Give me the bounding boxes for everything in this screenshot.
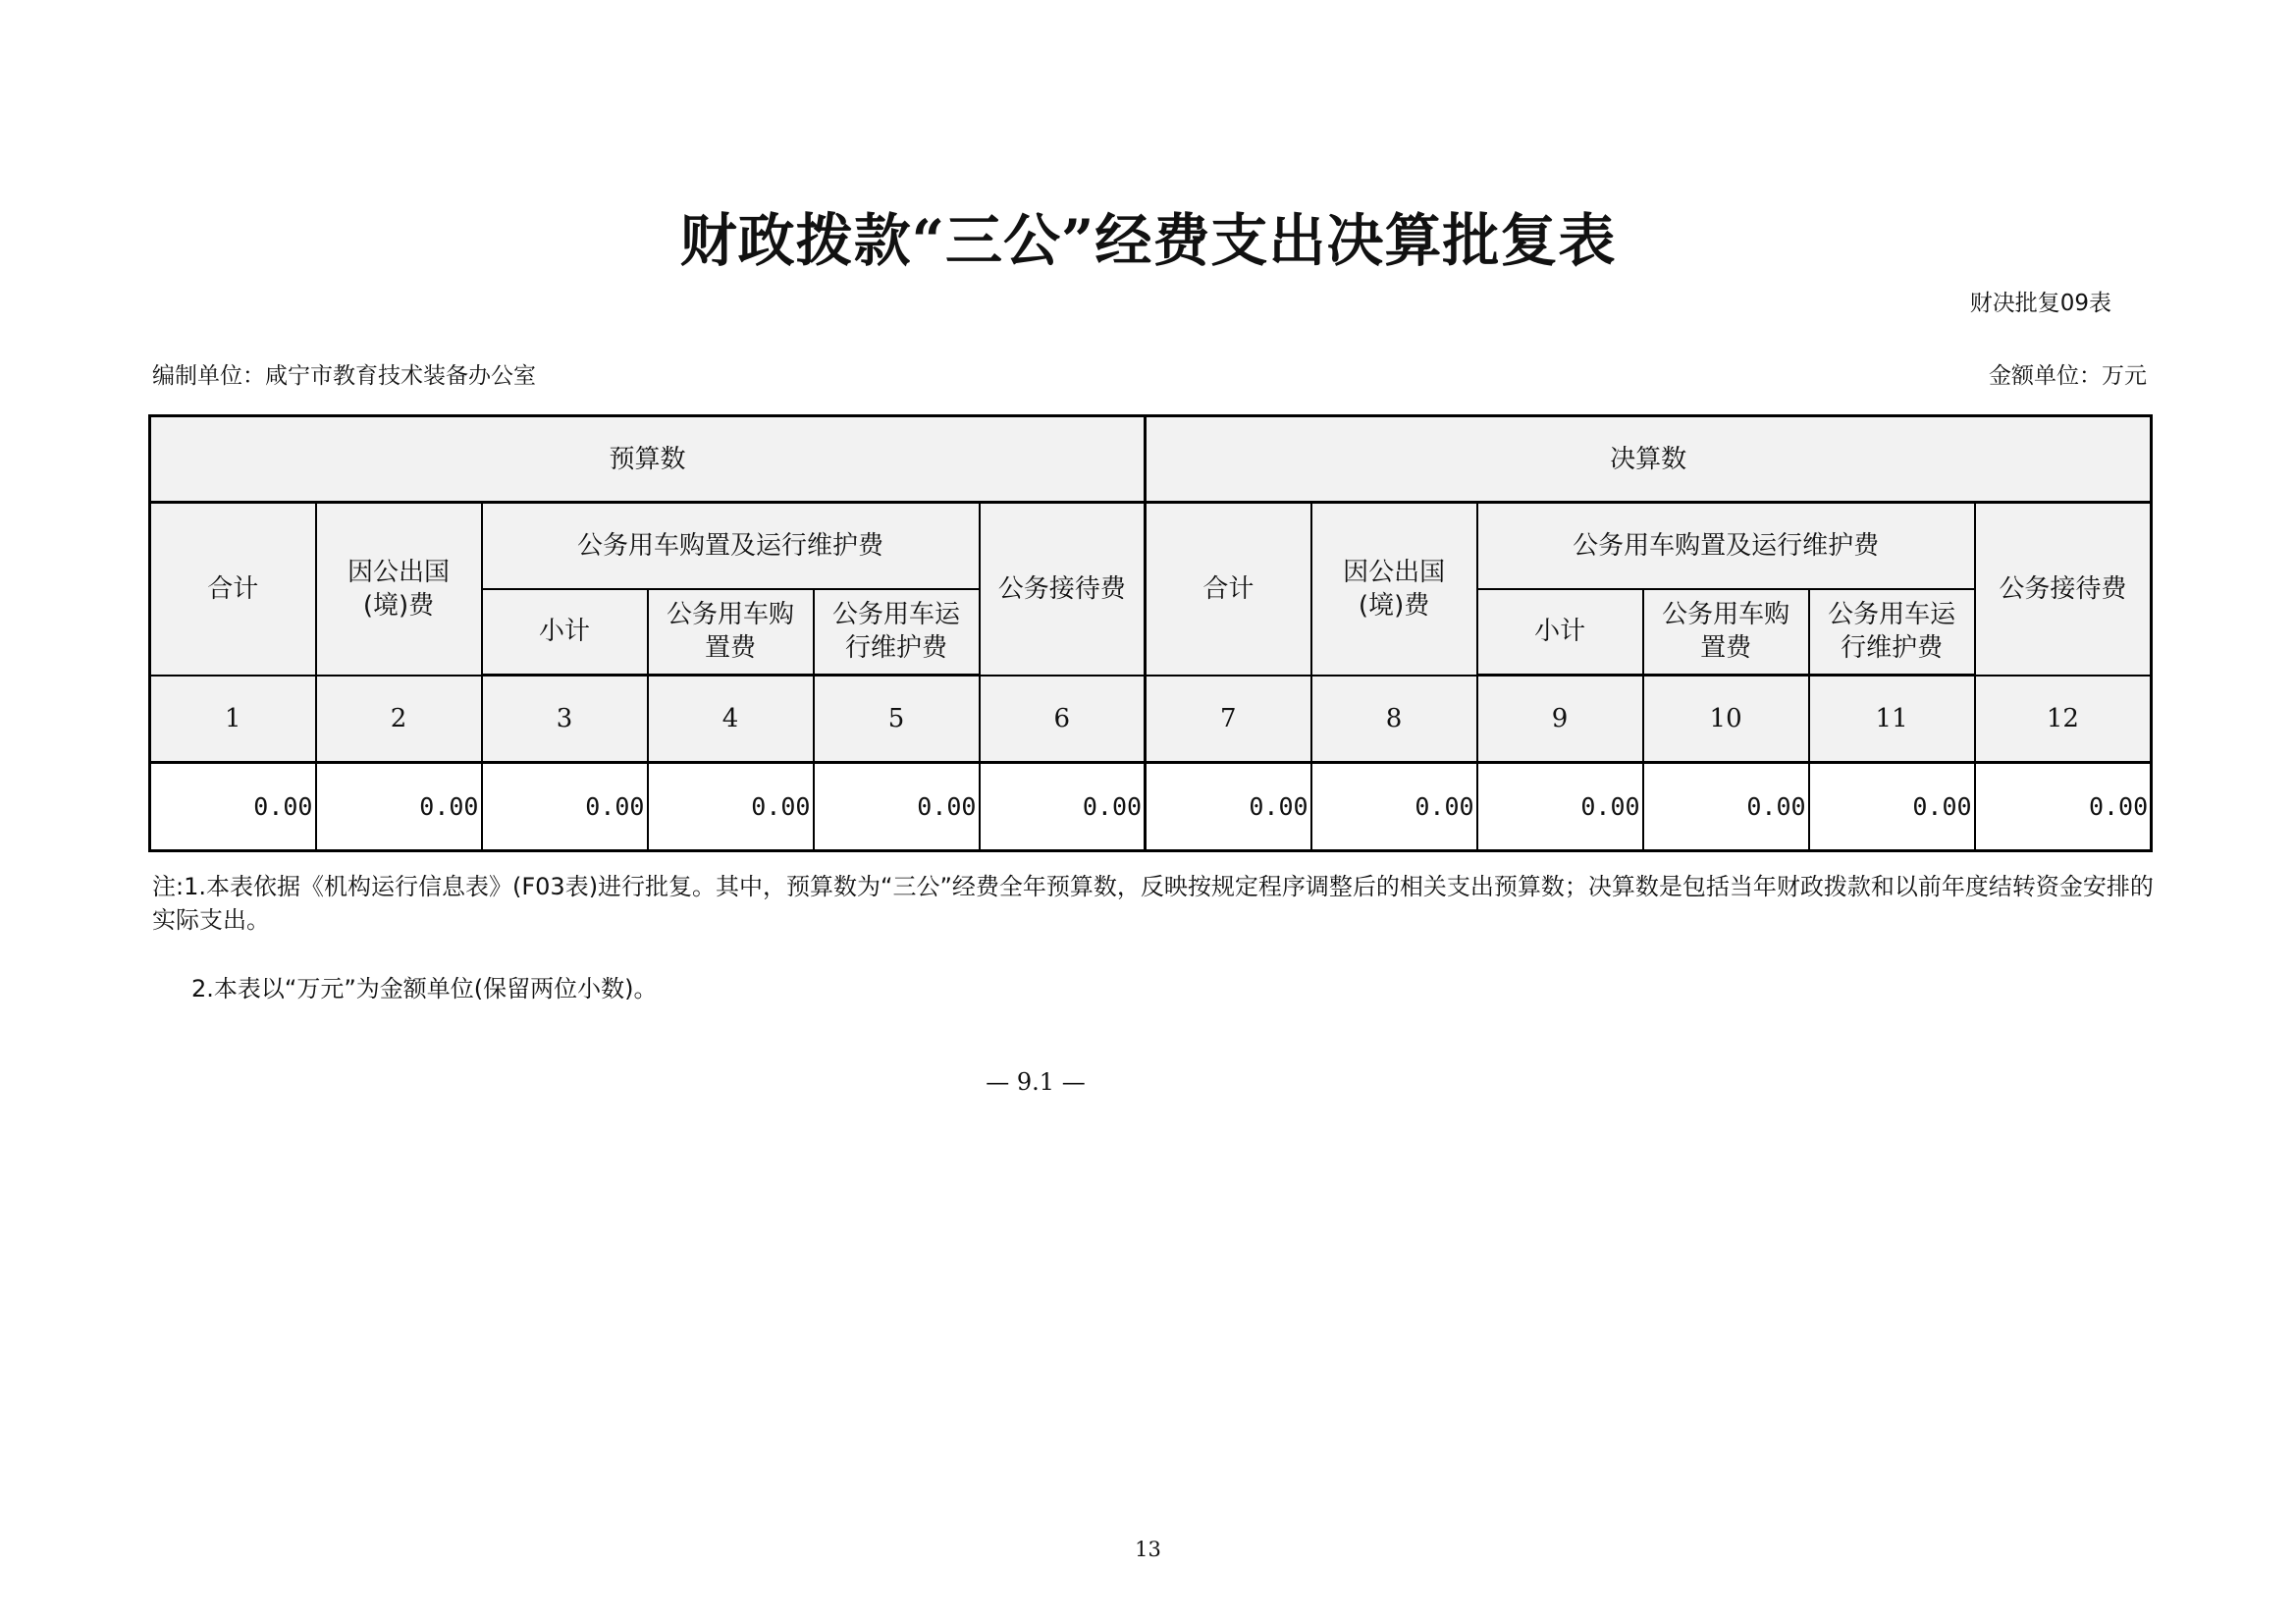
budget-purchase-line1: 公务用车购 — [666, 600, 794, 630]
amount-unit-label: 金额单位：万元 — [1989, 363, 2147, 389]
column-number-row — [150, 676, 2152, 763]
value-cell: 0.00 — [482, 763, 648, 851]
value-cell: 0.00 — [1809, 763, 1975, 851]
column-number: 7 — [1146, 676, 1311, 763]
column-number: 11 — [1809, 676, 1975, 763]
column-number: 12 — [1975, 676, 2152, 763]
value-cell: 0.00 — [648, 763, 814, 851]
column-number: 2 — [316, 676, 482, 763]
budget-abroad-line2: (境)费 — [362, 590, 435, 621]
budget-abroad-line1: 因公出国 — [347, 557, 450, 587]
final-purchase-header — [1643, 589, 1809, 676]
budget-vehicle-header: 公务用车购置及运行维护费 — [482, 503, 980, 589]
final-total-header: 合计 — [1146, 503, 1311, 676]
final-operation-header — [1809, 589, 1975, 676]
column-number: 3 — [482, 676, 648, 763]
budget-purchase-line2: 置费 — [704, 633, 756, 664]
form-code: 财决批复09表 — [1969, 291, 2111, 316]
column-number: 6 — [980, 676, 1146, 763]
final-reception-header: 公务接待费 — [1975, 503, 2152, 676]
page-title: 财政拨款“三公”经费支出决算批复表 — [679, 207, 1617, 274]
column-header-row — [150, 503, 2152, 589]
group-final-header: 决算数 — [1146, 416, 2152, 503]
column-number: 9 — [1477, 676, 1643, 763]
final-operation-line2: 行维护费 — [1841, 633, 1944, 664]
value-cell: 0.00 — [1146, 763, 1311, 851]
final-abroad-line2: (境)费 — [1358, 590, 1430, 621]
value-cell: 0.00 — [150, 763, 316, 851]
table-row — [150, 763, 2152, 851]
value-cell: 0.00 — [1643, 763, 1809, 851]
final-subtotal-header: 小计 — [1477, 589, 1643, 676]
final-operation-line1: 公务用车运 — [1828, 600, 1956, 630]
column-number: 4 — [648, 676, 814, 763]
column-number: 10 — [1643, 676, 1809, 763]
value-cell: 0.00 — [1477, 763, 1643, 851]
page-mark: — 9.1 — — [986, 1068, 1086, 1096]
value-cell: 0.00 — [1311, 763, 1477, 851]
budget-abroad-header — [316, 503, 482, 676]
budget-operation-line1: 公务用车运 — [831, 600, 960, 630]
final-abroad-header — [1311, 503, 1477, 676]
group-header-row — [150, 416, 2152, 503]
budget-operation-line2: 行维护费 — [844, 633, 947, 664]
budget-subtotal-header: 小计 — [482, 589, 648, 676]
value-cell: 0.00 — [1975, 763, 2152, 851]
value-cell: 0.00 — [980, 763, 1146, 851]
page-number: 13 — [1135, 1538, 1161, 1561]
final-vehicle-header: 公务用车购置及运行维护费 — [1477, 503, 1975, 589]
note-2: 2.本表以“万元”为金额单位(保留两位小数)。 — [191, 975, 658, 1002]
final-purchase-line2: 置费 — [1700, 633, 1752, 664]
budget-purchase-header — [648, 589, 814, 676]
budget-table — [148, 414, 2153, 852]
group-budget-header: 预算数 — [150, 416, 1146, 503]
budget-operation-header — [814, 589, 980, 676]
column-number: 1 — [150, 676, 316, 763]
column-number: 8 — [1311, 676, 1477, 763]
meta-row — [152, 357, 2147, 390]
column-number: 5 — [814, 676, 980, 763]
value-cell: 0.00 — [814, 763, 980, 851]
note-1: 注:1.本表依据《机构运行信息表》(F03表)进行批复。其中，预算数为“三公”经费全年预算数，反映按规定程序调整后的相关支出预算数；决算数是包括当年财政拨款和以前年度结转资金安排的实际支出。 — [152, 873, 2154, 934]
final-purchase-line1: 公务用车购 — [1662, 600, 1790, 630]
budget-total-header: 合计 — [150, 503, 316, 676]
unit-label: 编制单位：咸宁市教育技术装备办公室 — [152, 363, 536, 389]
value-cell: 0.00 — [316, 763, 482, 851]
budget-reception-header: 公务接待费 — [980, 503, 1146, 676]
final-abroad-line1: 因公出国 — [1343, 557, 1446, 587]
